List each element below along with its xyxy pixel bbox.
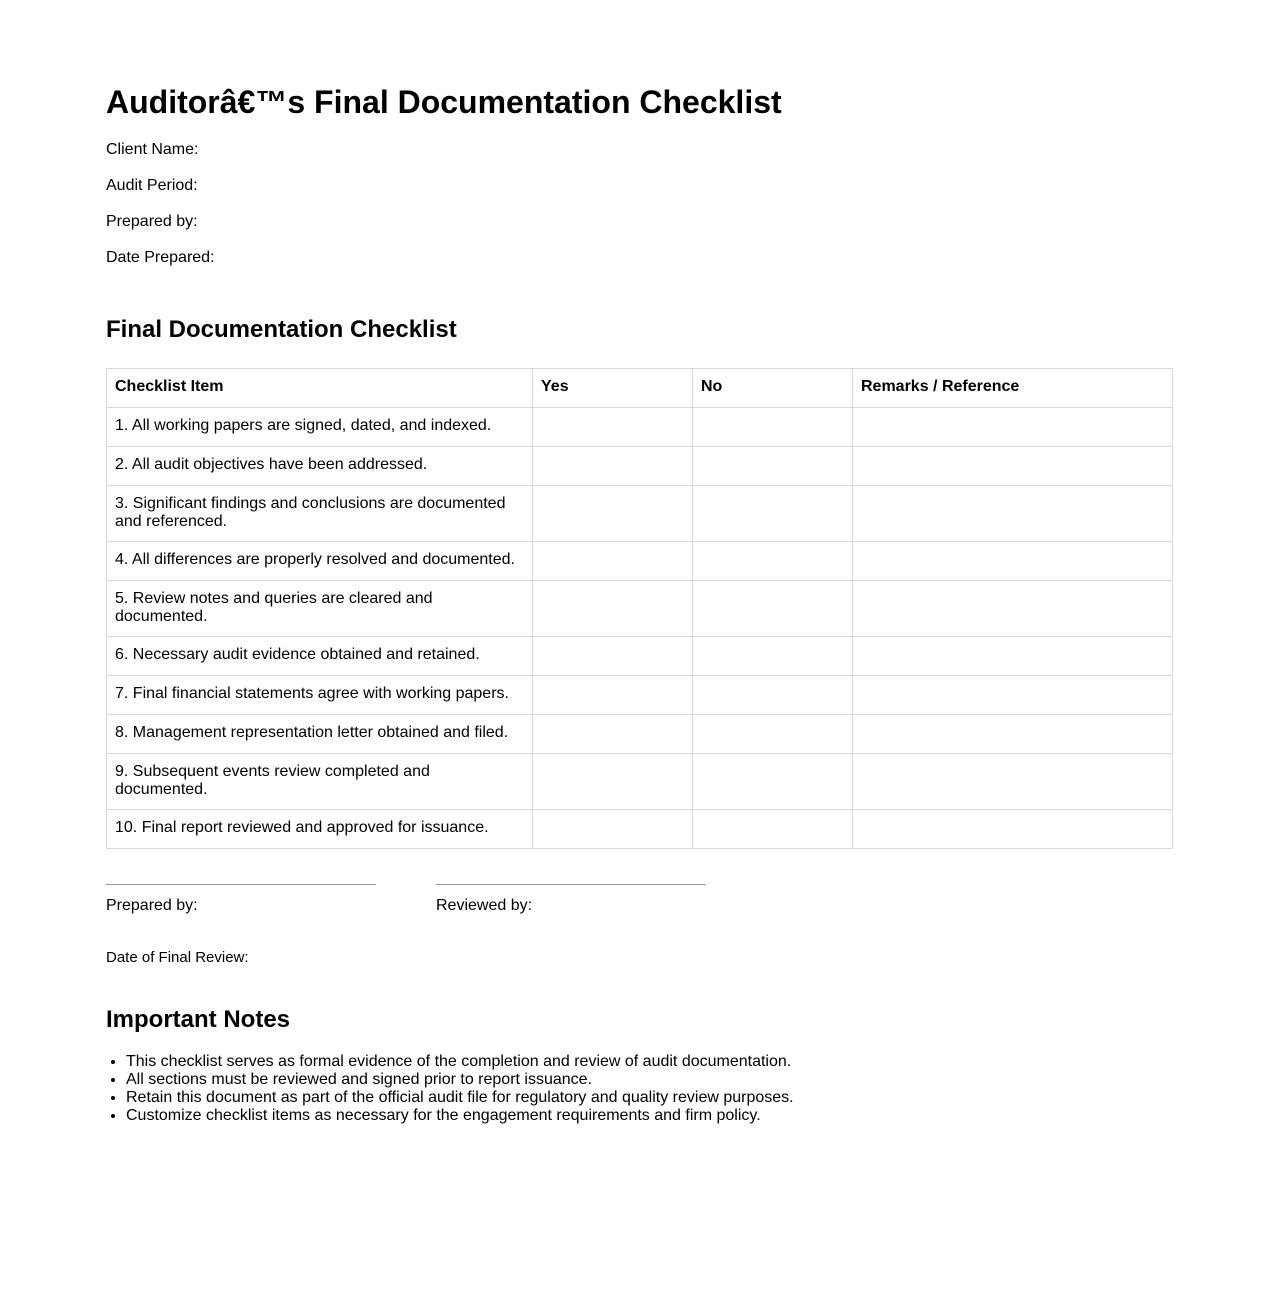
remarks-cell[interactable] [853,486,1173,542]
table-row [107,676,1173,715]
table-row [107,810,1173,849]
checklist-item-cell: 6. Necessary audit evidence obtained and retained. [107,637,533,676]
remarks-cell[interactable] [853,637,1173,676]
no-cell[interactable] [693,810,853,849]
page-title: Auditorâ€™s Final Documentation Checklist [106,84,782,120]
reviewed-by-signature-line[interactable] [436,884,706,885]
yes-cell[interactable] [533,676,693,715]
yes-cell[interactable] [533,581,693,637]
no-cell[interactable] [693,447,853,486]
checklist-item-cell: 2. All audit objectives have been addressed. [107,447,533,486]
column-header-yes: Yes [533,369,693,408]
column-header-remarks: Remarks / Reference [853,369,1173,408]
signature-section [106,884,1172,924]
checklist-item-cell: 1. All working papers are signed, dated, and indexed. [107,408,533,447]
remarks-cell[interactable] [853,408,1173,447]
checklist-item-cell: 10. Final report reviewed and approved for issuance. [107,810,533,849]
table-row [107,581,1173,637]
table-header-row [107,369,1173,408]
column-header-checklist-item: Checklist Item [107,369,533,408]
yes-cell[interactable] [533,754,693,810]
checklist-item-cell: 5. Review notes and queries are cleared and documented. [107,581,533,637]
checklist-item-cell: 4. All differences are properly resolved and documented. [107,542,533,581]
table-row [107,637,1173,676]
remarks-cell[interactable] [853,581,1173,637]
notes-list [106,1053,1126,1125]
prepared-by-signature [106,884,376,915]
reviewed-by-signature [436,884,706,915]
yes-cell[interactable] [533,486,693,542]
yes-cell[interactable] [533,542,693,581]
no-cell[interactable] [693,581,853,637]
reviewed-by-signature-label: Reviewed by: [436,897,533,914]
audit-period-label: Audit Period: [106,177,198,194]
list-item: • This checklist serves as formal evidence of the completion and review of audit documentation. [126,1053,1126,1071]
table-row [107,408,1173,447]
list-item: • Customize checklist items as necessary for the engagement requirements and firm policy. [126,1107,1126,1125]
table-row [107,754,1173,810]
yes-cell[interactable] [533,447,693,486]
no-cell[interactable] [693,408,853,447]
column-header-no: No [693,369,853,408]
no-cell[interactable] [693,754,853,810]
no-cell[interactable] [693,676,853,715]
remarks-cell[interactable] [853,542,1173,581]
yes-cell[interactable] [533,408,693,447]
no-cell[interactable] [693,637,853,676]
prepared-by-label: Prepared by: [106,213,198,230]
notes-heading: Important Notes [106,1006,291,1033]
remarks-cell[interactable] [853,715,1173,754]
checklist-heading: Final Documentation Checklist [106,316,457,343]
remarks-cell[interactable] [853,447,1173,486]
no-cell[interactable] [693,486,853,542]
table-row [107,715,1173,754]
checklist-item-cell: 3. Significant findings and conclusions are documented and referenced. [107,486,533,542]
yes-cell[interactable] [533,715,693,754]
client-name-label: Client Name: [106,141,199,158]
yes-cell[interactable] [533,810,693,849]
no-cell[interactable] [693,542,853,581]
checklist-item-cell: 9. Subsequent events review completed and documented. [107,754,533,810]
date-prepared-label: Date Prepared: [106,249,215,266]
list-item: • Retain this document as part of the official audit file for regulatory and quality review purposes. [126,1089,1126,1107]
table-row [107,542,1173,581]
remarks-cell[interactable] [853,676,1173,715]
remarks-cell[interactable] [853,754,1173,810]
document-meta [106,141,215,285]
prepared-by-signature-label: Prepared by: [106,897,198,914]
yes-cell[interactable] [533,637,693,676]
table-row [107,447,1173,486]
no-cell[interactable] [693,715,853,754]
remarks-cell[interactable] [853,810,1173,849]
checklist-item-cell: 8. Management representation letter obtained and filed. [107,715,533,754]
checklist-item-cell: 7. Final financial statements agree with working papers. [107,676,533,715]
list-item: • All sections must be reviewed and signed prior to report issuance. [126,1071,1126,1089]
prepared-by-signature-line[interactable] [106,884,376,885]
date-of-final-review-label: Date of Final Review: [106,949,249,966]
checklist-table [106,368,1173,849]
table-row [107,486,1173,542]
